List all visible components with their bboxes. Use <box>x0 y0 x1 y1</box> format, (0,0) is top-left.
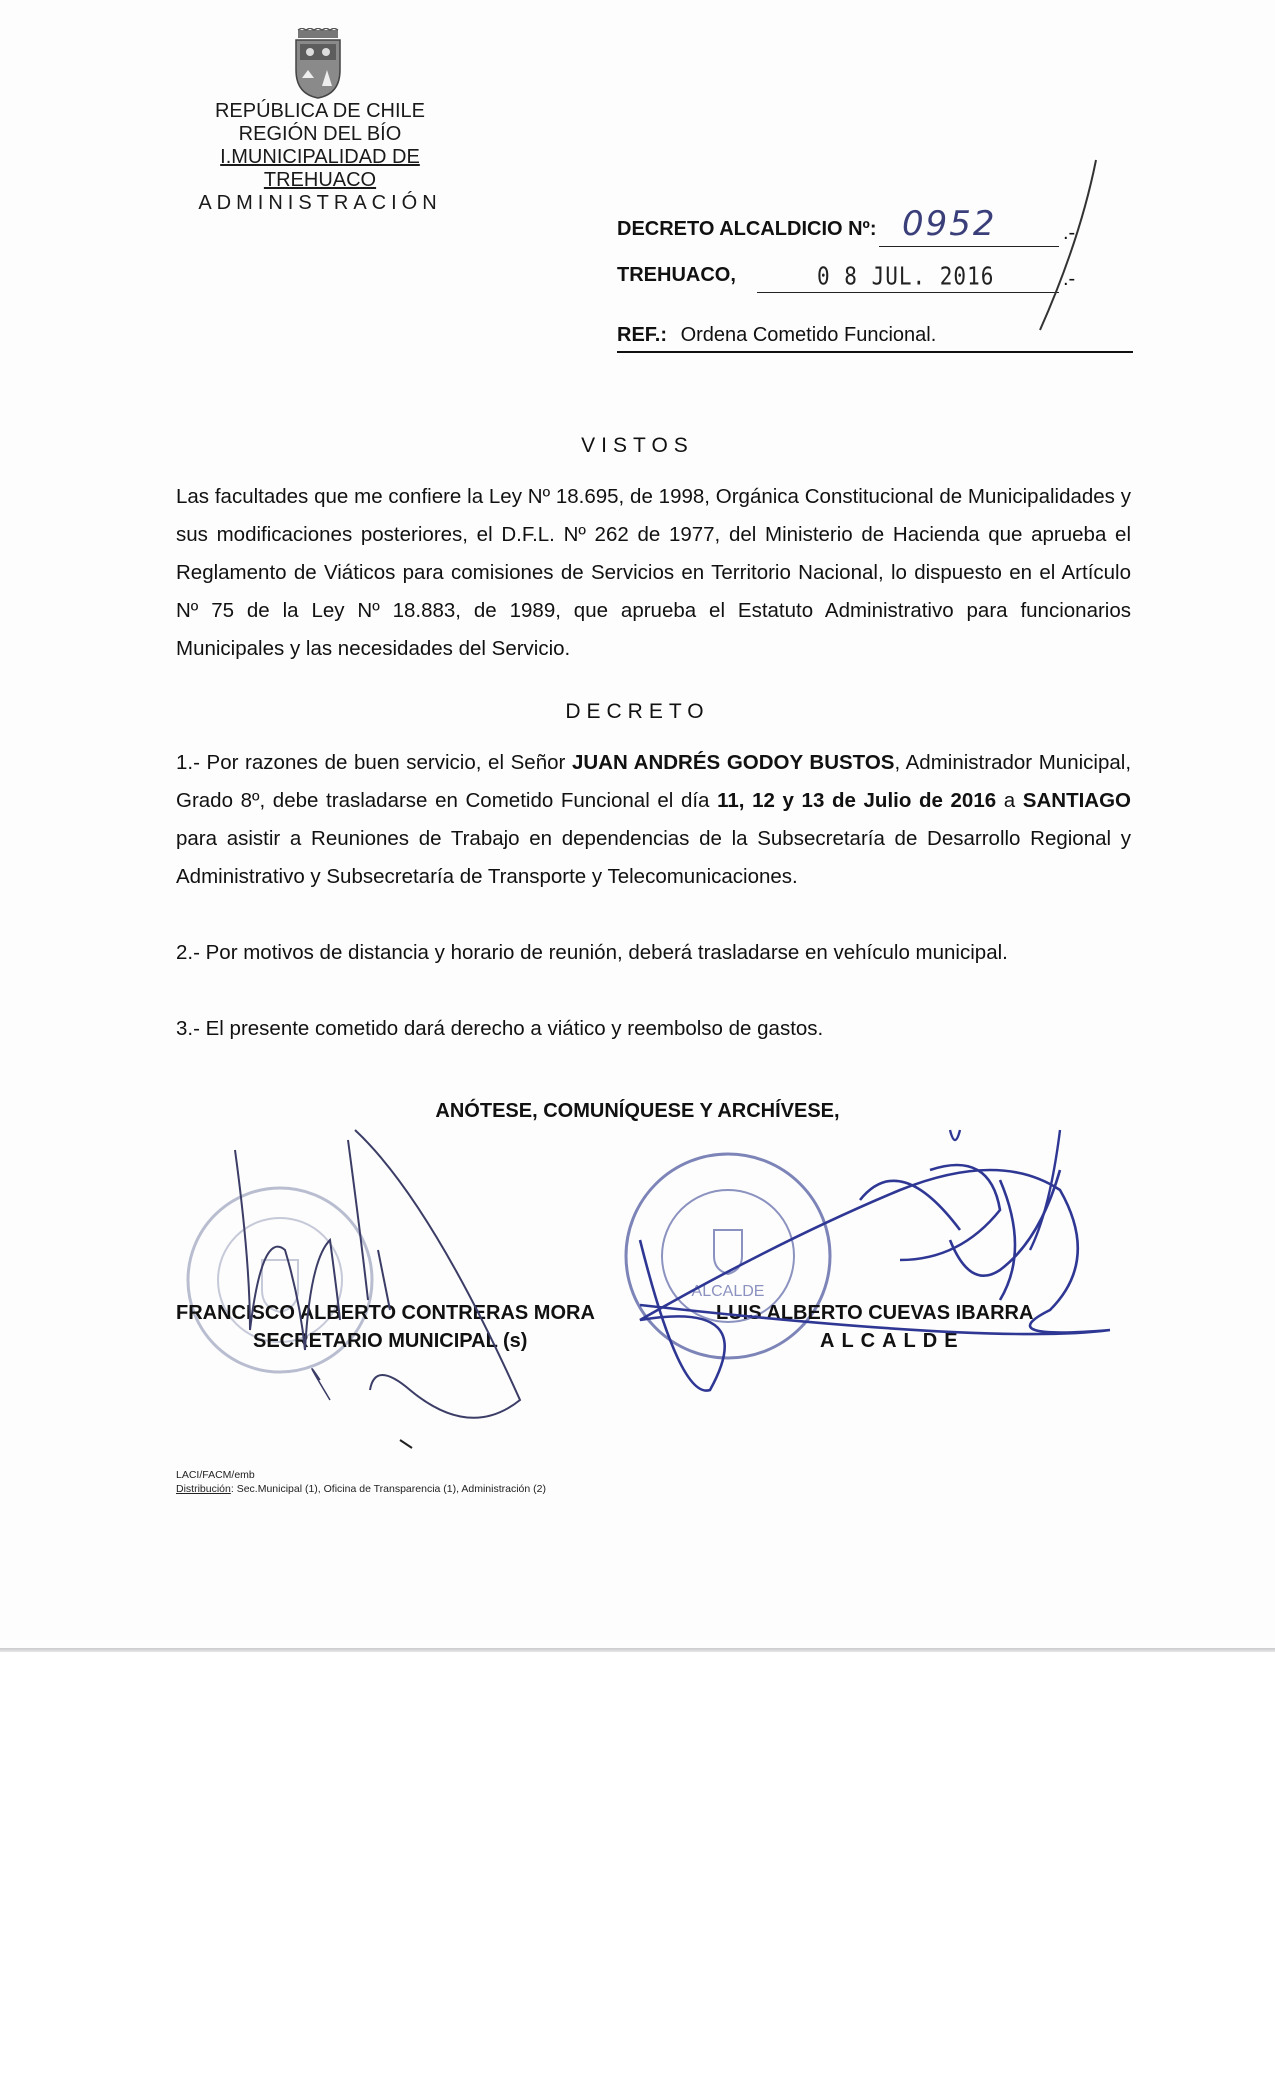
page-edge <box>0 1648 1275 1652</box>
item1-city: SANTIAGO <box>1022 789 1131 812</box>
decreto-item-3: 3.- El presente cometido dará derecho a viático y reembolso de gastos. <box>176 1017 824 1040</box>
footer-distribution <box>176 1482 546 1496</box>
decree-date-value: 0 8 JUL. 2016 <box>817 261 995 291</box>
vistos-paragraph: Las facultades que me confiere la Ley Nº 18.695, de 1998, Orgánica Constitucional de Municipalidades y sus modificaciones posteriores, el D.F.L. Nº 262 de 1977, del Ministerio de Hacienda que aprueba el Reglamento de Viáticos para comisiones de Servicios en Territorio Nacional, lo dispuesto en el Artículo Nº 75 de la Ley Nº 18.883, de 1989, que aprueba el Estatuto Administrativo para funcionarios Municipales y las necesidades del Servicio. <box>176 485 1131 660</box>
item1-text-c: a <box>996 789 1023 812</box>
vistos-heading: VISTOS <box>581 434 694 457</box>
decreto-item-1 <box>176 744 1131 896</box>
letterhead-department: ADMINISTRACIÓN <box>198 192 442 214</box>
reference-label: REF.: <box>617 324 667 346</box>
decreto-item-2: 2.- Por motivos de distancia y horario de reunión, deberá trasladarse en vehículo municipal. <box>176 941 1008 964</box>
item1-text-b: , Administrador Municipal, Grado 8º, debe trasladarse en Cometido Funcional el día <box>176 751 1132 812</box>
reference-text: Ordena Cometido Funcional. <box>680 324 937 346</box>
mayor-stamp-center-text: ALCALDE <box>691 1283 765 1300</box>
decree-number-label: DECRETO ALCALDICIO Nº: <box>617 218 877 240</box>
distribution-label: Distribución <box>176 1483 231 1495</box>
item1-dates: 11, 12 y 13 de Julio de 2016 <box>717 789 997 812</box>
decree-date-row <box>617 261 1137 304</box>
mayor-role: ALCALDE <box>820 1330 965 1352</box>
letterhead-region: REGIÓN DEL BÍO <box>238 123 402 145</box>
letterhead <box>170 100 470 215</box>
decree-number-value: 0952 <box>902 204 997 244</box>
document-footer <box>176 1468 546 1496</box>
mayor-name: LUIS ALBERTO CUEVAS IBARRA <box>716 1302 1034 1324</box>
decree-number-row <box>617 204 1137 258</box>
decree-reference <box>617 324 1133 353</box>
decreto-heading: DECRETO <box>565 700 710 723</box>
decree-header <box>617 204 1137 304</box>
letterhead-country: REPÚBLICA DE CHILE <box>214 100 426 122</box>
distribution-text: : Sec.Municipal (1), Oficina de Transparencia (1), Administración (2) <box>230 1483 546 1495</box>
item1-person-name: JUAN ANDRÉS GODOY BUSTOS <box>571 751 895 774</box>
secretary-name: FRANCISCO ALBERTO CONTRERAS MORA <box>176 1302 595 1324</box>
item1-text-a: 1.- Por razones de buen servicio, el Señor <box>176 751 572 774</box>
decree-date-dash: .- <box>1063 268 1076 290</box>
decree-number-dash: .- <box>1063 222 1076 244</box>
decree-place-label: TREHUACO, <box>617 264 736 286</box>
mayor-stamp <box>618 1146 838 1366</box>
letterhead-municipality: I.MUNICIPALIDAD DE TREHUACO <box>220 146 420 191</box>
item1-text-d: para asistir a Reuniones de Trabajo en dependencias de la Subsecretaría de Desarrollo Regional y Administrativo y Subsecretaría de Transporte y Telecomunicaciones. <box>176 827 1131 888</box>
closing-formula: ANÓTESE, COMUNÍQUESE Y ARCHÍVESE, <box>435 1100 840 1122</box>
footer-initials: LACI/FACM/emb <box>176 1469 255 1481</box>
secretary-role: SECRETARIO MUNICIPAL (s) <box>253 1330 528 1352</box>
coat-of-arms-icon <box>288 28 348 100</box>
